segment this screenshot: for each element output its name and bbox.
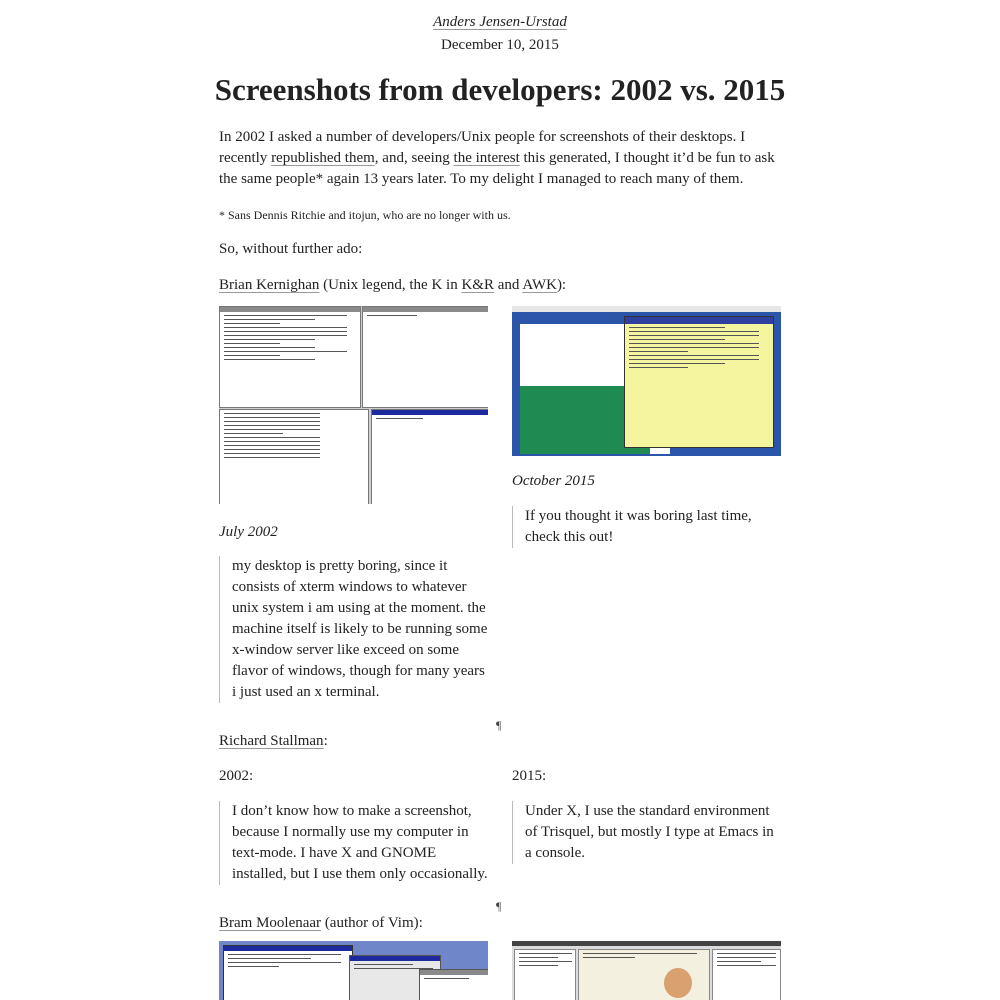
kernighan-2002-screenshot[interactable] xyxy=(219,306,488,504)
stallman-quote-2015: Under X, I use the standard environment of Trisquel, but mostly I type at Emacs in a console. xyxy=(512,801,783,864)
intro-paragraph: In 2002 I asked a number of developers/Unix people for screenshots of their desktops. I recently republished them, and, seeing the interest this generated, I thought it’d be fun to ask the same people* again 13 years later. To my delight I managed to reach many of them. xyxy=(219,129,775,187)
window xyxy=(514,949,576,1000)
stallman-link[interactable]: Richard Stallman xyxy=(219,733,324,749)
kernighan-quote-2002: my desktop is pretty boring, since it consists of xterm windows to whatever unix system i am using at the moment. the machine itself is likely to be running some x-window server like exceed on some flavor of windows, though for many years i just used an x terminal. xyxy=(219,556,489,703)
caption-2015: October 2015 xyxy=(512,473,595,489)
interest-link[interactable]: the interest xyxy=(453,150,520,166)
menubar xyxy=(512,941,781,946)
post-date: December 10, 2015 xyxy=(441,37,559,53)
moolenaar-2002-screenshot[interactable] xyxy=(219,941,488,1000)
menubar xyxy=(512,306,781,312)
kr-link[interactable]: K&R xyxy=(461,277,494,293)
footnote: * Sans Dennis Ritchie and itojun, who are no longer with us. xyxy=(219,208,511,222)
republished-link[interactable]: republished them xyxy=(271,150,375,166)
pilcrow-link[interactable]: ¶ xyxy=(496,718,502,732)
pilcrow-link[interactable]: ¶ xyxy=(496,899,502,913)
moolenaar-2015-screenshot[interactable] xyxy=(512,941,781,1000)
xterm-window xyxy=(219,409,369,504)
xterm-window xyxy=(362,306,488,408)
author-byline xyxy=(0,14,1000,31)
xterm-window xyxy=(219,306,361,408)
page-title: Screenshots from developers: 2002 vs. 2015 xyxy=(214,72,786,107)
mascot-image xyxy=(664,968,692,998)
stallman-quote-2002: I don’t know how to make a screenshot, because I normally use my computer in text-mode. I have X and GNOME installed, but I use them only occasionally. xyxy=(219,801,492,885)
kernighan-heading: Brian Kernighan (Unix legend, the K in K&R and AWK): xyxy=(219,277,567,293)
window xyxy=(419,969,488,1000)
window xyxy=(223,945,353,1000)
editor-window xyxy=(624,316,774,448)
caption-2002: July 2002 xyxy=(219,524,278,540)
kernighan-quote-2015: If you thought it was boring last time, check this out! xyxy=(512,506,783,548)
ado-line: So, without further ado: xyxy=(219,241,363,257)
moolenaar-heading: Bram Moolenaar (author of Vim): xyxy=(219,915,423,931)
stallman-heading: Richard Stallman: xyxy=(219,733,328,749)
window xyxy=(578,949,710,1000)
author-link[interactable]: Anders Jensen-Urstad xyxy=(433,14,567,30)
window xyxy=(712,949,781,1000)
xterm-window xyxy=(371,409,488,504)
stallman-label-2015: 2015: xyxy=(512,768,547,784)
moolenaar-link[interactable]: Bram Moolenaar xyxy=(219,915,322,931)
awk-link[interactable]: AWK xyxy=(522,277,557,293)
kernighan-link[interactable]: Brian Kernighan xyxy=(219,277,320,293)
kernighan-2015-screenshot[interactable] xyxy=(512,306,781,456)
stallman-label-2002: 2002: xyxy=(219,768,254,784)
